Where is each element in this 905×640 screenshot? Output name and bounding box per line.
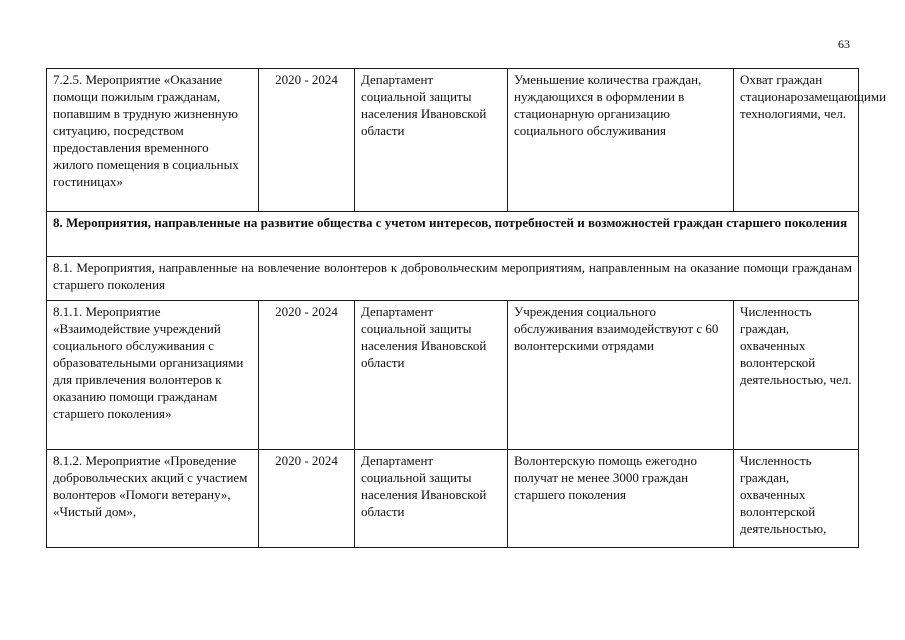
period-cell: 2020 - 2024 bbox=[259, 69, 355, 212]
section-8-row bbox=[47, 212, 859, 257]
result-cell: Учреждения социального обслуживания взаимодействуют с 60 волонтерскими отрядами bbox=[508, 301, 734, 450]
activity-cell: 7.2.5. Мероприятие «Оказание помощи пожилым гражданам, попавшим в трудную жизненную ситуацию, посредством предоставления временного жилого помещения в социальных гостиницах» bbox=[47, 69, 259, 212]
program-activities-table bbox=[46, 68, 887, 548]
period-cell: 2020 - 2024 bbox=[259, 450, 355, 548]
table-row-8-1-1 bbox=[47, 301, 859, 450]
table-row-7-2-5 bbox=[47, 69, 859, 212]
result-cell: Уменьшение количества граждан, нуждающихся в оформлении в стационарную организацию социального обслуживания bbox=[508, 69, 734, 212]
executor-cell: Департамент социальной защиты населения Ивановской области bbox=[355, 301, 508, 450]
subsection-8-1-row bbox=[47, 257, 859, 301]
result-cell: Волонтерскую помощь ежегодно получат не менее 3000 граждан старшего поколения bbox=[508, 450, 734, 548]
executor-cell: Департамент социальной защиты населения Ивановской области bbox=[355, 69, 508, 212]
activity-cell: 8.1.1. Мероприятие «Взаимодействие учреждений социального обслуживания с образовательными организациями для привлечения волонтеров к оказанию помощи гражданам старшего поколения» bbox=[47, 301, 259, 450]
executor-cell: Департамент социальной защиты населения Ивановской области bbox=[355, 450, 508, 548]
period-cell: 2020 - 2024 bbox=[259, 301, 355, 450]
page-number: 63 bbox=[838, 37, 850, 51]
section-8-heading: 8. Мероприятия, направленные на развитие общества с учетом интересов, потребностей и возможностей граждан старшего поколения bbox=[47, 212, 859, 257]
table-row-8-1-2 bbox=[47, 450, 859, 548]
indicator-cell: Численность граждан, охваченных волонтерской деятельностью, bbox=[734, 450, 859, 548]
activity-cell: 8.1.2. Мероприятие «Проведение добровольческих акций с участием волонтеров «Помоги ветерану», «Чистый дом», bbox=[47, 450, 259, 548]
indicator-cell: Численность граждан, охваченных волонтерской деятельностью, чел. bbox=[734, 301, 859, 450]
indicator-cell: Охват граждан стационарозамещающими технологиями, чел. bbox=[734, 69, 859, 212]
subsection-8-1-heading: 8.1. Мероприятия, направленные на вовлечение волонтеров к добровольческим мероприятиям, направленным на оказание помощи гражданам старшего поколения bbox=[47, 257, 859, 301]
